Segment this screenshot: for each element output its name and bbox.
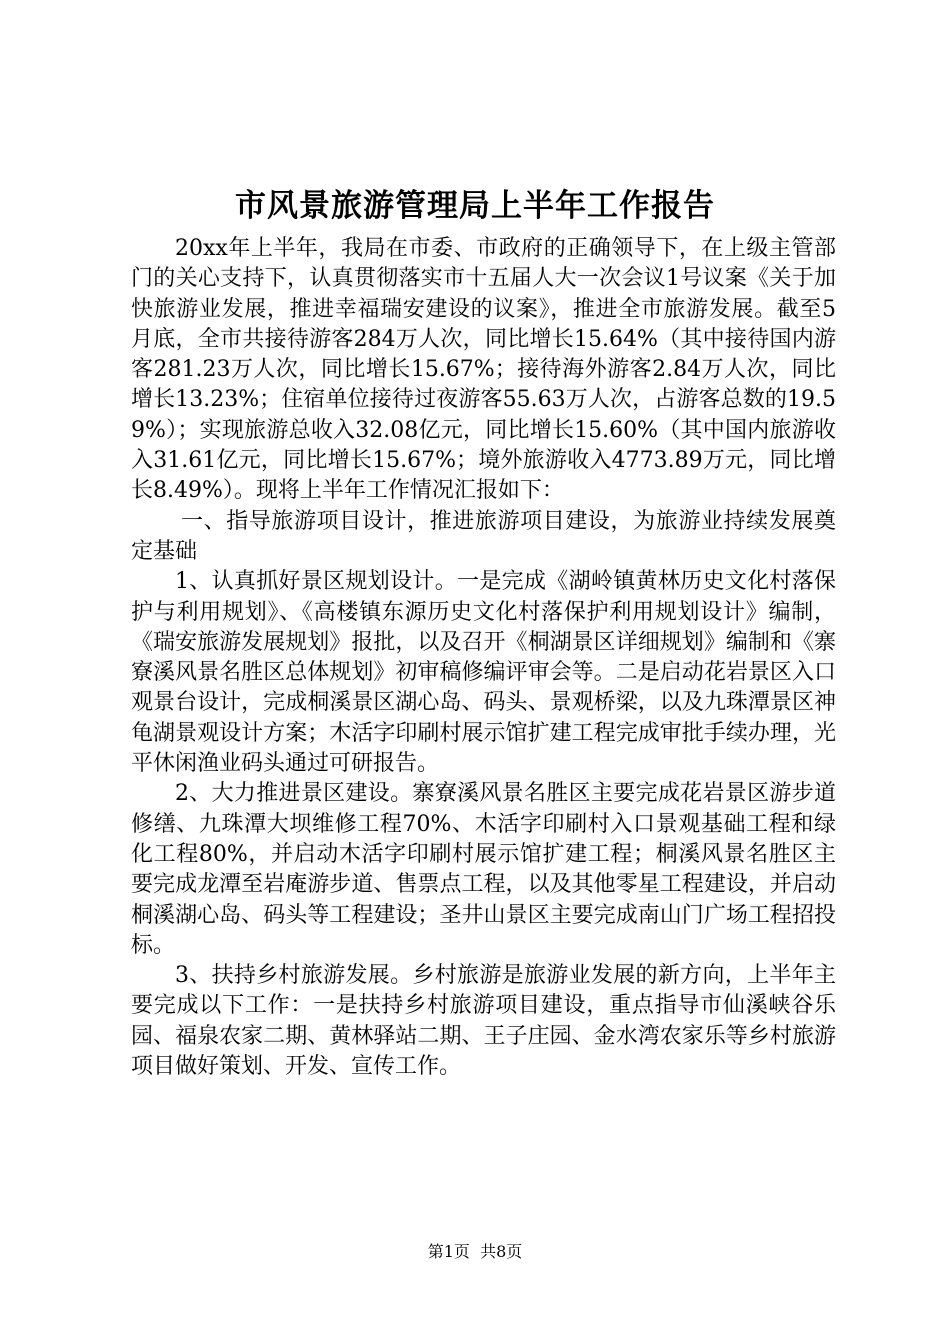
document-body (131, 234, 836, 1082)
section-heading-1: 一、指导旅游项目设计，推进旅游项目建设，为旅游业持续发展奠定基础 (131, 508, 836, 564)
page-total: 共8页 (480, 1242, 523, 1261)
document-title: 市风景旅游管理局上半年工作报告 (235, 188, 715, 224)
item-paragraph-1: 1、认真抓好景区规划设计。一是完成《湖岭镇黄林历史文化村落保护与利用规划》、《高楼镇东源历史文化村落保护利用规划设计》编制，《瑞安旅游发展规划》报批，以及召开《桐湖景区详细规划》编制和《寨寮溪风景名胜区总体规划》初审稿修编评审会等。二是启动花岩景区入口观景台设计，完成桐溪景区湖心岛、码头、景观桥梁，以及九珠潭景区神龟湖景观设计方案；木活字印刷村展示馆扩建工程完成审批手续办理，光平休闲渔业码头通过可研报告。 (131, 569, 836, 777)
intro-paragraph: 20xx年上半年，我局在市委、市政府的正确领导下，在上级主管部门的关心支持下，认真贯彻落实市十五届人大一次会议1号议案《关于加快旅游业发展，推进幸福瑞安建设的议案》，推进全市旅游发展。截至5月底，全市共接待游客284万人次，同比增长15.64%（其中接待国内游客281.23万人次，同比增长15.67%；接待海外游客2.84万人次，同比增长13.23%；住宿单位接待过夜游客55.63万人次，占游客总数的19.59%）；实现旅游总收入32.08亿元，同比增长15.60%（其中国内旅游收入31.61亿元，同比增长15.67%；境外旅游收入4773.89万元，同比增长8.49%）。现将上半年工作情况汇报如下： (131, 236, 836, 504)
page-footer (0, 1240, 950, 1264)
page-number: 第1页 (427, 1242, 470, 1261)
item-paragraph-3: 3、扶持乡村旅游发展。乡村旅游是旅游业发展的新方向，上半年主要完成以下工作：一是扶持乡村旅游项目建设，重点指导市仙溪峡谷乐园、福泉农家二期、黄林驿站二期、王子庄园、金水湾农家乐等乡村旅游项目做好策划、开发、宣传工作。 (131, 963, 836, 1080)
item-paragraph-2: 2、大力推进景区建设。寨寮溪风景名胜区主要完成花岩景区游步道修缮、九珠潭大坝维修工程70%、木活字印刷村入口景观基础工程和绿化工程80%，并启动木活字印刷村展示馆扩建工程；桐溪风景名胜区主要完成龙潭至岩庵游步道、售票点工程，以及其他零星工程建设，并启动桐溪湖心岛、码头等工程建设；圣井山景区主要完成南山门广场工程招投标。 (131, 781, 836, 958)
